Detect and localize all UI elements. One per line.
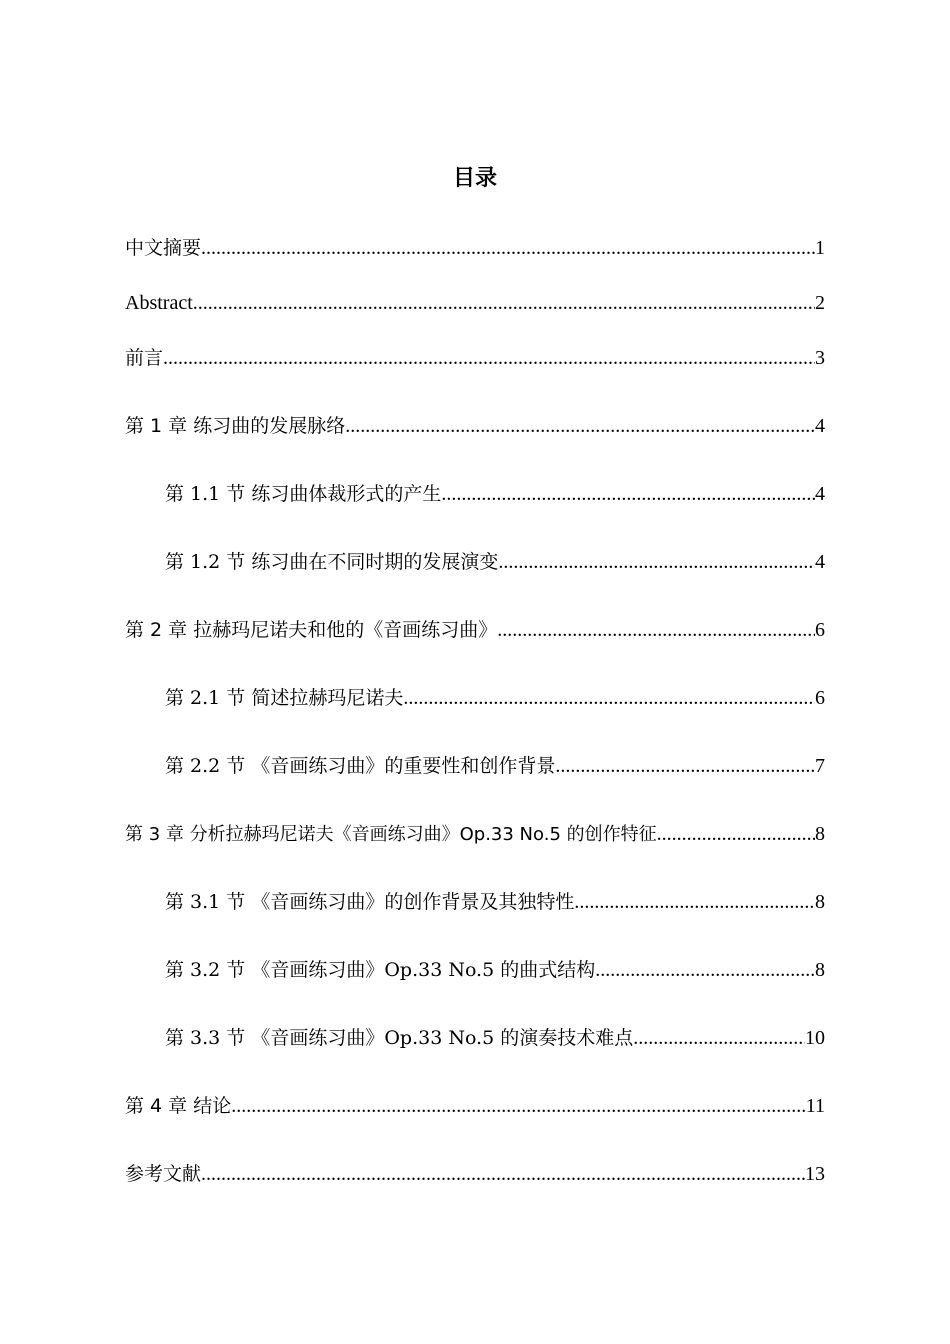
toc-page-number: 6: [815, 619, 825, 641]
toc-page-number: 11: [805, 1095, 825, 1117]
toc-page-number: 1: [815, 237, 825, 259]
toc-page-number: 8: [815, 823, 825, 845]
toc-page-number: 2: [815, 292, 825, 314]
toc-entry-chapter-2[interactable]: [125, 616, 825, 644]
toc-entry-text: 第 3.3 节 《音画练习曲》Op.33 No.5 的演奏技术难点: [165, 1027, 634, 1049]
toc-page-number: 4: [815, 415, 825, 437]
toc-page-number: 13: [805, 1163, 825, 1185]
toc-entry-section-2-2[interactable]: [165, 752, 825, 780]
toc-entry-chapter-1[interactable]: [125, 412, 825, 440]
toc-entry-text: 第 3.2 节 《音画练习曲》Op.33 No.5 的曲式结构: [165, 959, 596, 981]
toc-entry-text: 第 1.2 节 练习曲在不同时期的发展演变: [165, 551, 499, 573]
toc-entry-section-1-1[interactable]: [165, 480, 825, 508]
toc-entry-text: 中文摘要: [125, 237, 202, 259]
toc-entry-text: 第 3.1 节 《音画练习曲》的创作背景及其独特性: [165, 891, 575, 913]
toc-page-number: 4: [815, 551, 825, 573]
dot-leader: [193, 289, 815, 317]
dot-leader: [441, 480, 815, 508]
dot-leader: [403, 684, 815, 712]
dot-leader: [657, 820, 815, 848]
dot-leader: [497, 616, 815, 644]
toc-entry-references[interactable]: [125, 1160, 825, 1188]
toc-entry-text: 第 2.2 节 《音画练习曲》的重要性和创作背景: [165, 755, 556, 777]
toc-page-number: 8: [815, 959, 825, 981]
dot-leader: [555, 752, 815, 780]
dot-leader: [231, 1092, 806, 1120]
toc-page-number: 3: [815, 347, 825, 369]
toc-entry-chinese-abstract[interactable]: [125, 234, 825, 262]
dot-leader: [595, 956, 815, 984]
toc-entry-text: 参考文献: [125, 1163, 202, 1185]
dot-leader: [574, 888, 815, 916]
toc-entry-text: Abstract: [125, 292, 193, 314]
toc-entry-section-1-2[interactable]: [165, 548, 825, 576]
toc-entry-abstract[interactable]: [125, 289, 825, 317]
toc-entry-preface[interactable]: [125, 344, 825, 372]
dot-leader: [633, 1024, 805, 1052]
toc-entry-text: 第 2 章 拉赫玛尼诺夫和他的《音画练习曲》: [125, 619, 498, 641]
toc-entry-chapter-3[interactable]: [125, 820, 825, 848]
toc-page-number: 8: [815, 891, 825, 913]
toc-page-number: 10: [805, 1027, 825, 1049]
toc-entry-section-2-1[interactable]: [165, 684, 825, 712]
toc-entry-text: 第 1 章 练习曲的发展脉络: [125, 415, 346, 437]
toc-page-number: 4: [815, 483, 825, 505]
dot-leader: [498, 548, 815, 576]
toc-entry-chapter-4[interactable]: [125, 1092, 825, 1120]
dot-leader: [345, 412, 815, 440]
toc-entry-section-3-3[interactable]: [165, 1024, 825, 1052]
toc-entry-section-3-1[interactable]: [165, 888, 825, 916]
dot-leader: [201, 1160, 805, 1188]
toc-title: 目录: [452, 166, 497, 191]
toc-entry-text: 前言: [125, 347, 164, 369]
dot-leader: [163, 344, 815, 372]
toc-entry-text: 第 3 章 分析拉赫玛尼诺夫《音画练习曲》Op.33 No.5 的创作特征: [125, 824, 657, 845]
toc-entry-text: 第 4 章 结论: [125, 1095, 232, 1117]
toc-page-number: 6: [815, 687, 825, 709]
toc-entry-text: 第 2.1 节 简述拉赫玛尼诺夫: [165, 687, 404, 709]
toc-page-number: 7: [815, 755, 825, 777]
toc-entry-section-3-2[interactable]: [165, 956, 825, 984]
dot-leader: [201, 234, 815, 262]
toc-entry-text: 第 1.1 节 练习曲体裁形式的产生: [165, 483, 442, 505]
